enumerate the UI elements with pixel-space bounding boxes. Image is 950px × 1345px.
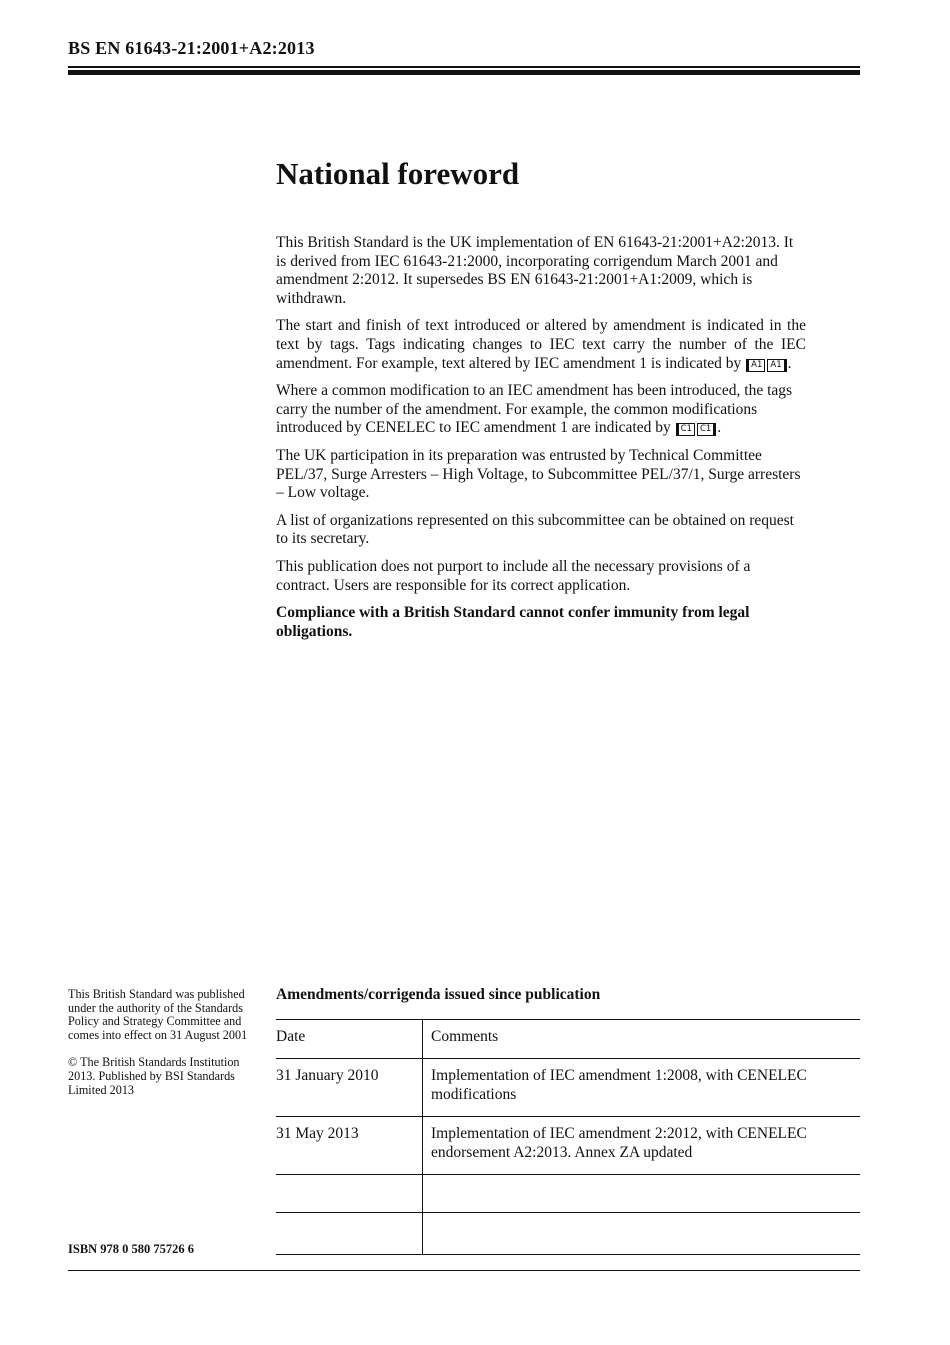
table-header-row	[276, 1020, 860, 1059]
amendment-tag-open-icon: A1	[746, 359, 765, 372]
paragraph-common-modification	[276, 382, 806, 438]
amendment-date: 31 May 2013	[276, 1117, 423, 1175]
cenelec-tag-open-icon: C1	[676, 423, 695, 436]
amendment-tag-close-icon: A1	[767, 359, 786, 372]
foreword-body	[276, 234, 806, 650]
empty-date-cell	[276, 1175, 423, 1213]
paragraph-amendment-tags	[276, 317, 806, 373]
date-column-header: Date	[276, 1020, 423, 1059]
publication-note	[68, 988, 258, 1111]
amendment-comment: Implementation of IEC amendment 2:2012, with CENELEC endorsement A2:2013. Annex ZA updated	[423, 1117, 861, 1175]
paragraph-compliance: Compliance with a British Standard cannot confer immunity from legal obligations.	[276, 604, 750, 640]
empty-table-row	[276, 1213, 860, 1255]
page-title: National foreword	[276, 156, 520, 191]
table-row	[276, 1059, 860, 1117]
paragraph-participation: The UK participation in its preparation was entrusted by Technical Committee PEL/37, Surge Arresters – High Voltage, to Subcommittee PEL/37/1, Surge arresters – Low voltage.	[276, 446, 801, 502]
amendment-comment: Implementation of IEC amendment 1:2008, with CENELEC modifications	[423, 1059, 861, 1117]
header-rule-thick	[68, 70, 860, 75]
copyright-notice: © The British Standards Institution 2013. Published by BSI Standards Limited 2013	[68, 1055, 240, 1097]
amendments-table	[276, 1019, 860, 1255]
header-rule-thin	[68, 66, 860, 68]
footer-rule	[68, 1270, 860, 1271]
document-code: BS EN 61643-21:2001+A2:2013	[68, 38, 315, 58]
paragraph-contract: This publication does not purport to include all the necessary provisions of a contract. Users are responsible for its correct application.	[276, 557, 751, 594]
paragraph-implementation: This British Standard is the UK implementation of EN 61643-21:2001+A2:2013. It is derived from IEC 61643-21:2000, incorporating corrigendum March 2001 and amendment 2:2012. It supersedes BS EN 61643-21:2001+A1:2009, which is withdrawn.	[276, 234, 794, 307]
comments-column-header: Comments	[423, 1020, 861, 1059]
paragraph-end: .	[717, 419, 722, 437]
empty-comment-cell	[423, 1175, 861, 1213]
paragraph-amendment-tags-text: The start and finish of text introduced or altered by amendment is indicated in the text by tags. Tags indicating changes to IEC text carry the number of the IEC amendment. For example, text altered by IEC amendment 1 is indicated by	[276, 317, 806, 372]
table-row	[276, 1117, 860, 1175]
amendments-title: Amendments/corrigenda issued since publication	[276, 986, 601, 1003]
amendment-date: 31 January 2010	[276, 1059, 423, 1117]
empty-comment-cell	[423, 1213, 861, 1255]
paragraph-common-modification-text: Where a common modification to an IEC amendment has been introduced, the tags carry the number of the amendment. For example, the common modifications introduced by CENELEC to IEC amendment 1 are indicated by	[276, 382, 793, 437]
paragraph-organizations: A list of organizations represented on this subcommittee can be obtained on request to its secretary.	[276, 511, 794, 548]
empty-date-cell	[276, 1213, 423, 1255]
cenelec-tag-close-icon: C1	[697, 423, 716, 436]
isbn-number: ISBN 978 0 580 75726 6	[68, 1242, 195, 1256]
empty-table-row	[276, 1175, 860, 1213]
publication-authority: This British Standard was published under the authority of the Standards Policy and Strategy Committee and comes into effect on 31 August 2001	[68, 987, 248, 1042]
paragraph-end: .	[787, 354, 792, 372]
